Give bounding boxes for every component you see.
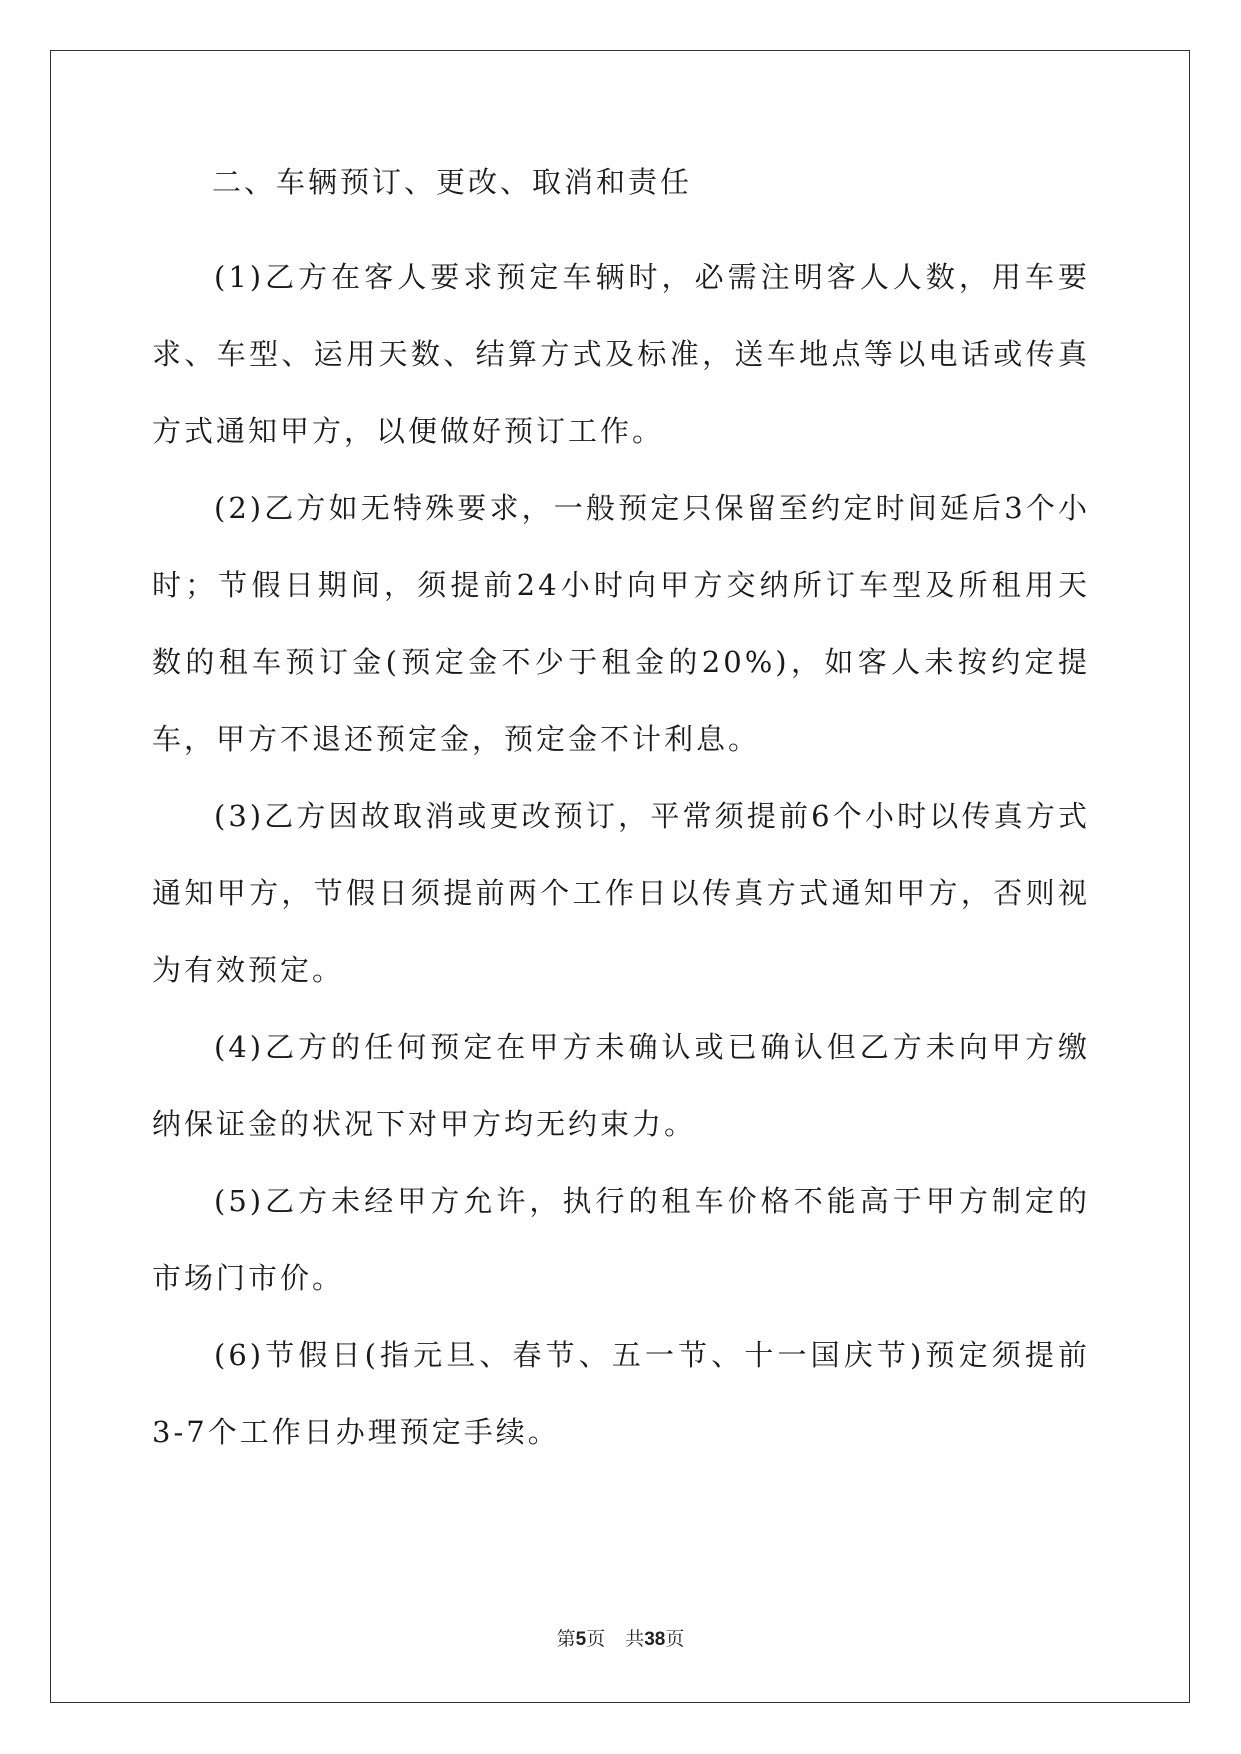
paragraph-3: (3)乙方因故取消或更改预订，平常须提前6个小时以传真方式通知甲方，节假日须提前两个工作日以传真方式通知甲方，否则视为有效预定。 bbox=[152, 799, 1090, 987]
paragraph-2: (2)乙方如无特殊要求，一般预定只保留至约定时间延后3个小时；节假日期间，须提前24小时向甲方交纳所订车型及所租用天数的租车预订金(预定金不少于租金的20%)，如客人未按约定提车，甲方不退还预定金，预定金不计利息。 bbox=[152, 491, 1090, 756]
paragraph-6: (6)节假日(指元旦、春节、五一节、十一国庆节)预定须提前3-7个工作日办理预定手续。 bbox=[152, 1338, 1090, 1449]
page-number: 5 bbox=[575, 1629, 587, 1650]
paragraph-4: (4)乙方的任何预定在甲方未确认或已确认但乙方未向甲方缴纳保证金的状况下对甲方均无约束力。 bbox=[152, 1030, 1090, 1141]
total-prefix: 共 bbox=[625, 1628, 645, 1650]
page-suffix: 页 bbox=[586, 1628, 606, 1650]
total-pages: 38 bbox=[644, 1629, 666, 1650]
paragraph-5: (5)乙方未经甲方允许，执行的租车价格不能高于甲方制定的市场门市价。 bbox=[152, 1184, 1090, 1295]
section-heading: 二、车辆预订、更改、取消和责任 bbox=[212, 165, 693, 199]
document-body bbox=[152, 162, 1090, 1471]
page-prefix: 第 bbox=[556, 1628, 576, 1650]
total-suffix: 页 bbox=[665, 1628, 685, 1650]
page-footer bbox=[0, 1624, 1241, 1651]
paragraph-1: (1)乙方在客人要求预定车辆时，必需注明客人人数，用车要求、车型、运用天数、结算方式及标准，送车地点等以电话或传真方式通知甲方，以便做好预订工作。 bbox=[152, 260, 1090, 448]
